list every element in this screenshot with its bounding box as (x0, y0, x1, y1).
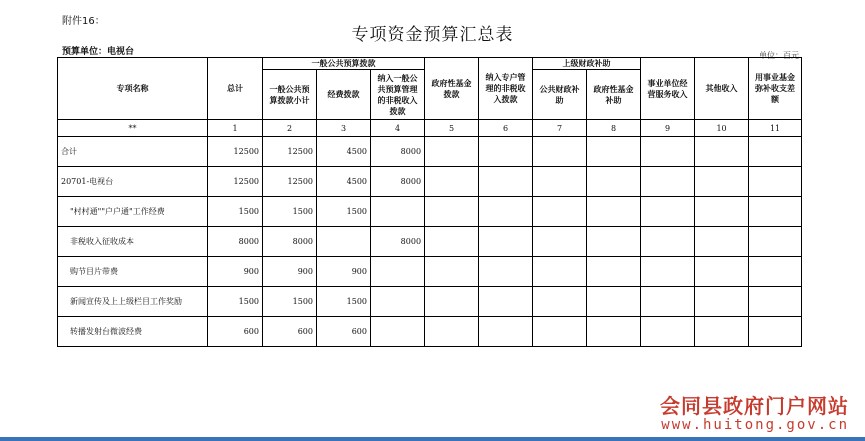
index-cell: 10 (695, 120, 749, 137)
page-title: 专项资金预算汇总表 (351, 25, 514, 45)
cell-empty (425, 137, 479, 167)
row-name: 转播发射台微波经费 (58, 317, 208, 347)
index-cell: 6 (479, 120, 533, 137)
attachment-label: 附件16： (62, 16, 105, 27)
site-watermark (660, 390, 849, 433)
row-name: 非税收入征收成本 (58, 227, 208, 257)
cell-empty (425, 167, 479, 197)
cell-empty (641, 167, 695, 197)
cell-empty (425, 317, 479, 347)
site-name-logo: 会同县政府门户网站 (660, 394, 849, 418)
table-row (58, 257, 802, 287)
row-name: 合计 (58, 137, 208, 167)
cell-subtotal: 1500 (263, 197, 317, 227)
cell-empty (479, 197, 533, 227)
budget-summary-table (57, 57, 802, 347)
cell-empty (695, 137, 749, 167)
cell-empty (695, 197, 749, 227)
currency-unit-label: 单位：百元 (759, 51, 799, 60)
cell-subtotal: 900 (263, 257, 317, 287)
cell-funding (317, 227, 371, 257)
cell-nontax (371, 317, 425, 347)
index-cell: 4 (371, 120, 425, 137)
index-cell: 11 (749, 120, 802, 137)
bottom-accent-bar (0, 437, 865, 441)
table-row (58, 287, 802, 317)
col-header-public-subsidy: 公共财政补助 (533, 70, 587, 120)
cell-total: 12500 (208, 167, 263, 197)
index-cell: 8 (587, 120, 641, 137)
col-header-gov-fund-subsidy: 政府性基金补助 (587, 70, 641, 120)
table-row (58, 137, 802, 167)
cell-empty (749, 137, 802, 167)
cell-empty (695, 287, 749, 317)
col-header-funding: 经费拨款 (317, 70, 371, 120)
cell-empty (587, 317, 641, 347)
row-name: 购节目片带费 (58, 257, 208, 287)
cell-empty (695, 317, 749, 347)
cell-nontax (371, 257, 425, 287)
cell-empty (641, 197, 695, 227)
cell-total: 600 (208, 317, 263, 347)
cell-empty (749, 317, 802, 347)
cell-empty (479, 137, 533, 167)
cell-nontax: 8000 (371, 227, 425, 257)
index-cell: 2 (263, 120, 317, 137)
cell-total: 1500 (208, 287, 263, 317)
cell-empty (641, 227, 695, 257)
col-header-balance-fund: 用事业基金弥补收支差额 (749, 58, 802, 120)
cell-empty (749, 257, 802, 287)
cell-empty (533, 287, 587, 317)
cell-empty (533, 317, 587, 347)
cell-empty (479, 317, 533, 347)
cell-empty (749, 197, 802, 227)
table-row (58, 317, 802, 347)
index-cell: 3 (317, 120, 371, 137)
cell-subtotal: 600 (263, 317, 317, 347)
cell-funding: 1500 (317, 287, 371, 317)
header-row-top (58, 58, 802, 70)
cell-empty (533, 257, 587, 287)
column-index-row (58, 120, 802, 137)
cell-nontax (371, 197, 425, 227)
cell-empty (425, 227, 479, 257)
cell-empty (749, 227, 802, 257)
cell-empty (425, 197, 479, 227)
index-cell: 9 (641, 120, 695, 137)
col-header-nontax-general: 纳入一般公共预算管理的非税收入拨款 (371, 70, 425, 120)
cell-empty (641, 287, 695, 317)
cell-empty (695, 257, 749, 287)
cell-total: 8000 (208, 227, 263, 257)
cell-empty (749, 167, 802, 197)
cell-total: 12500 (208, 137, 263, 167)
cell-subtotal: 12500 (263, 167, 317, 197)
cell-subtotal: 8000 (263, 227, 317, 257)
cell-empty (479, 227, 533, 257)
cell-funding: 600 (317, 317, 371, 347)
cell-empty (533, 197, 587, 227)
index-cell: ** (58, 120, 208, 137)
cell-total: 1500 (208, 197, 263, 227)
cell-funding: 4500 (317, 137, 371, 167)
cell-empty (587, 227, 641, 257)
cell-subtotal: 1500 (263, 287, 317, 317)
cell-empty (641, 137, 695, 167)
cell-empty (587, 257, 641, 287)
index-cell: 1 (208, 120, 263, 137)
table-row (58, 197, 802, 227)
cell-nontax: 8000 (371, 137, 425, 167)
cell-empty (479, 167, 533, 197)
cell-empty (425, 287, 479, 317)
cell-empty (641, 317, 695, 347)
col-header-general-subtotal: 一般公共预算拨款小计 (263, 70, 317, 120)
cell-subtotal: 12500 (263, 137, 317, 167)
cell-empty (533, 167, 587, 197)
col-header-other-income: 其他收入 (695, 58, 749, 120)
cell-nontax: 8000 (371, 167, 425, 197)
row-name: 新闻宣传及上上级栏目工作奖励 (58, 287, 208, 317)
cell-funding: 1500 (317, 197, 371, 227)
cell-empty (479, 287, 533, 317)
index-cell: 5 (425, 120, 479, 137)
cell-empty (533, 137, 587, 167)
table-row (58, 167, 802, 197)
index-cell: 7 (533, 120, 587, 137)
col-group-upper-subsidy: 上级财政补助 (533, 58, 641, 70)
site-url: www.huitong.gov.cn (661, 417, 849, 433)
cell-empty (479, 257, 533, 287)
cell-empty (695, 227, 749, 257)
col-header-name: 专项名称 (58, 58, 208, 120)
row-name: 20701-电视台 (58, 167, 208, 197)
cell-empty (587, 137, 641, 167)
col-header-business-income: 事业单位经营服务收入 (641, 58, 695, 120)
cell-total: 900 (208, 257, 263, 287)
col-group-general-budget: 一般公共预算拨款 (263, 58, 425, 70)
budget-unit-label: 预算单位：电视台 (62, 47, 135, 57)
cell-empty (533, 227, 587, 257)
cell-empty (425, 257, 479, 287)
col-header-gov-fund: 政府性基金拨款 (425, 58, 479, 120)
cell-funding: 4500 (317, 167, 371, 197)
cell-empty (587, 197, 641, 227)
col-header-nontax-special: 纳入专户管理的非税收入拨款 (479, 58, 533, 120)
cell-empty (749, 287, 802, 317)
cell-empty (587, 167, 641, 197)
cell-nontax (371, 287, 425, 317)
cell-empty (641, 257, 695, 287)
col-header-total: 总计 (208, 58, 263, 120)
table-row (58, 227, 802, 257)
cell-empty (587, 287, 641, 317)
cell-empty (695, 167, 749, 197)
cell-funding: 900 (317, 257, 371, 287)
row-name: "村村通""户户通"工作经费 (58, 197, 208, 227)
